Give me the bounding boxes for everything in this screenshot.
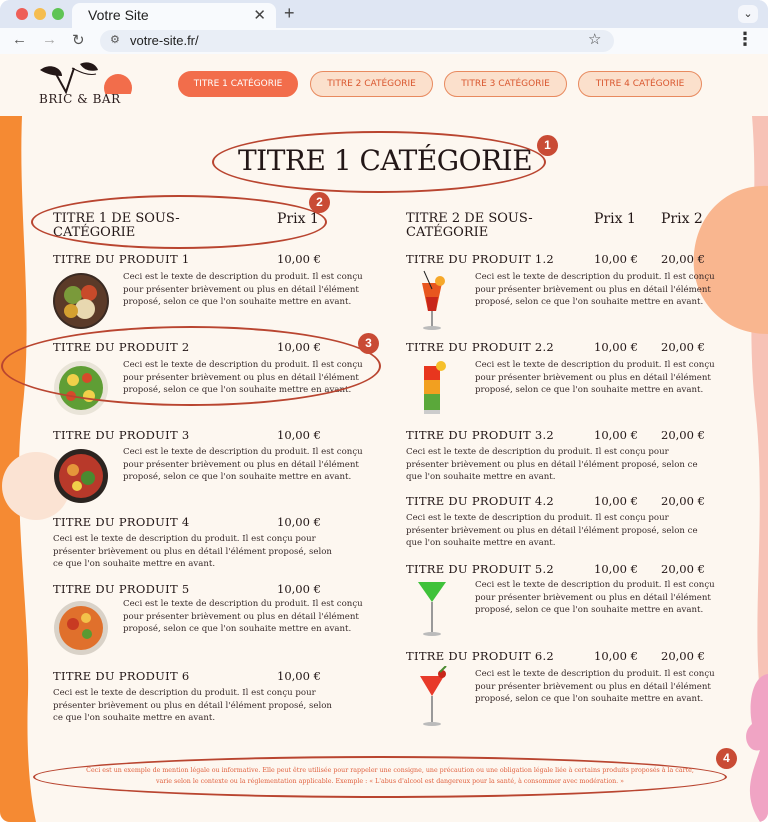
- annotation-badge-2: 2: [309, 192, 330, 213]
- tab-search-chevron-icon[interactable]: ⌄: [738, 5, 758, 23]
- nav-button-category-4[interactable]: TITRE 4 CATÉGORIE: [578, 71, 702, 97]
- product-description: Ceci est le texte de description du produit. Il est conçu pour présenter brièvement ou plus en détail l'élément proposé, selon ce que l'on souhaite mettre en avant.: [53, 688, 332, 723]
- left-subcategory-title: TITRE 1 DE SOUS-CATÉGORIE: [53, 211, 180, 240]
- right-price-header-2: Prix 2: [661, 211, 703, 227]
- vegetable-plate-image: [53, 448, 109, 504]
- product-price: 10,00 €: [277, 669, 321, 683]
- url-text: votre-site.fr/: [130, 33, 199, 48]
- legal-notice-line-1: Ceci est un exemple de mention légale ou informative. Elle peut être utilisée pour rappeler une consigne, une précaution ou une obligation légale liée à certains produits proposés à la carte,: [86, 767, 694, 774]
- bookmark-star-icon[interactable]: ☆: [588, 30, 602, 48]
- product-title: TITRE DU PRODUIT 2: [53, 340, 190, 354]
- product-price-2: 20,00 €: [661, 562, 705, 576]
- tab-title: Votre Site: [88, 7, 149, 23]
- salad-bowl-image: [53, 273, 109, 329]
- product-description: Ceci est le texte de description du produit. Il est conçu pour présenter brièvement ou plus en détail l'élément proposé, selon ce que l'on souhaite mettre en avant.: [475, 580, 715, 615]
- product-price: 10,00 €: [277, 252, 321, 266]
- product-price-1: 10,00 €: [594, 252, 638, 266]
- right-pink-splash: [746, 674, 768, 822]
- back-icon[interactable]: ←: [12, 31, 27, 48]
- pasta-dish-image: [53, 600, 109, 656]
- product-description: Ceci est le texte de description du produit. Il est conçu pour présenter brièvement ou plus en détail l'élément proposé, selon ce que l'on souhaite mettre en avant.: [475, 360, 715, 395]
- product-title: TITRE DU PRODUIT 6.2: [406, 649, 555, 663]
- product-price: 10,00 €: [277, 428, 321, 442]
- annotation-ellipse-2: [31, 195, 327, 249]
- product-price-1: 10,00 €: [594, 649, 638, 663]
- product-price: 10,00 €: [277, 340, 321, 354]
- layered-cocktail-image: [414, 356, 450, 420]
- close-window-dot[interactable]: [16, 8, 28, 20]
- product-price-1: 10,00 €: [594, 428, 638, 442]
- product-description: Ceci est le texte de description du produit. Il est conçu pour présenter brièvement ou plus en détail l'élément proposé, selon ce que l'on souhaite mettre en avant.: [123, 360, 363, 395]
- product-description: Ceci est le texte de description du produit. Il est conçu pour présenter brièvement ou plus en détail l'élément proposé, selon ce que l'on souhaite mettre en avant.: [475, 669, 715, 704]
- product-title: TITRE DU PRODUIT 5.2: [406, 562, 555, 576]
- orange-cocktail-image: [414, 269, 450, 333]
- green-martini-image: [414, 576, 450, 640]
- product-description: Ceci est le texte de description du produit. Il est conçu pour présenter brièvement ou plus en détail l'élément proposé, selon ce que l'on souhaite mettre en avant.: [53, 534, 332, 569]
- browser-tab[interactable]: [72, 3, 276, 28]
- new-tab-icon[interactable]: +: [284, 3, 295, 23]
- product-title: TITRE DU PRODUIT 4.2: [406, 494, 555, 508]
- product-price-2: 20,00 €: [661, 494, 705, 508]
- annotation-badge-4: 4: [716, 748, 737, 769]
- reload-icon[interactable]: ↻: [72, 32, 85, 49]
- product-description: Ceci est le texte de description du produit. Il est conçu pour présenter brièvement ou plus en détail l'élément proposé, selon ce que l'on souhaite mettre en avant.: [123, 272, 363, 307]
- maximize-window-dot[interactable]: [52, 8, 64, 20]
- product-description: Ceci est le texte de description du produit. Il est conçu pour présenter brièvement ou plus en détail l'élément proposé, selon ce que l'on souhaite mettre en avant.: [475, 272, 715, 307]
- product-price-1: 10,00 €: [594, 494, 638, 508]
- product-description: Ceci est le texte de description du produit. Il est conçu pour présenter brièvement ou plus en détail l'élément proposé, selon ce que l'on souhaite mettre en avant.: [123, 599, 363, 634]
- annotation-ellipse-4: [33, 756, 727, 798]
- minimize-window-dot[interactable]: [34, 8, 46, 20]
- address-bar[interactable]: [100, 30, 614, 52]
- nav-button-category-3[interactable]: TITRE 3 CATÉGORIE: [444, 71, 567, 97]
- annotation-ellipse-1: [212, 131, 546, 193]
- browser-menu-icon[interactable]: ⋮: [736, 29, 754, 50]
- tab-bar: [0, 0, 768, 28]
- close-tab-icon[interactable]: ✕: [253, 7, 266, 24]
- product-title: TITRE DU PRODUIT 2.2: [406, 340, 555, 354]
- product-price: 10,00 €: [277, 582, 321, 596]
- product-title: TITRE DU PRODUIT 4: [53, 515, 190, 529]
- product-price-2: 20,00 €: [661, 340, 705, 354]
- nav-button-category-1[interactable]: TITRE 1 CATÉGORIE: [178, 71, 298, 97]
- category-title: TITRE 1 CATÉGORIE: [238, 144, 533, 177]
- right-price-header-1: Prix 1: [594, 211, 636, 227]
- logo[interactable]: [36, 58, 136, 114]
- red-cocktail-image: [414, 666, 450, 730]
- product-title: TITRE DU PRODUIT 1: [53, 252, 190, 266]
- logo-mark: [36, 58, 136, 94]
- product-title: TITRE DU PRODUIT 3: [53, 428, 190, 442]
- product-title: TITRE DU PRODUIT 3.2: [406, 428, 555, 442]
- product-title: TITRE DU PRODUIT 1.2: [406, 252, 555, 266]
- right-subcategory-title: TITRE 2 DE SOUS-CATÉGORIE: [406, 211, 533, 240]
- restaurant-menu-page: [0, 54, 768, 822]
- annotation-badge-1: 1: [537, 135, 558, 156]
- product-description: Ceci est le texte de description du produit. Il est conçu pour présenter brièvement ou plus en détail l'élément proposé, selon ce que l'on souhaite mettre en avant.: [123, 447, 363, 482]
- product-price: 10,00 €: [277, 515, 321, 529]
- product-title: TITRE DU PRODUIT 6: [53, 669, 190, 683]
- logo-orange-circle: [104, 74, 132, 94]
- product-description: Ceci est le texte de description du produit. Il est conçu pour présenter brièvement ou plus en détail l'élément proposé, selon ce que l'on souhaite mettre en avant.: [406, 513, 698, 548]
- left-price-header: Prix 1: [277, 211, 319, 227]
- product-price-1: 10,00 €: [594, 340, 638, 354]
- nav-button-category-2[interactable]: TITRE 2 CATÉGORIE: [310, 71, 433, 97]
- site-info-icon[interactable]: ⚙: [110, 34, 120, 46]
- logo-text: BRIC & BAR: [39, 92, 121, 106]
- legal-notice-line-2: varie selon le contexte ou la réglementation applicable. Exemple : « L'abus d'alcool est dangereux pour la santé, à consommer avec modération. »: [155, 778, 625, 785]
- product-price-2: 20,00 €: [661, 252, 705, 266]
- product-price-2: 20,00 €: [661, 649, 705, 663]
- browser-toolbar: [0, 28, 768, 54]
- forward-icon[interactable]: →: [42, 31, 57, 48]
- product-price-2: 20,00 €: [661, 428, 705, 442]
- product-description: Ceci est le texte de description du produit. Il est conçu pour présenter brièvement ou plus en détail l'élément proposé, selon ce que l'on souhaite mettre en avant.: [406, 447, 698, 482]
- annotation-ellipse-3: [1, 326, 381, 406]
- product-title: TITRE DU PRODUIT 5: [53, 582, 190, 596]
- product-price-1: 10,00 €: [594, 562, 638, 576]
- annotation-badge-3: 3: [358, 333, 379, 354]
